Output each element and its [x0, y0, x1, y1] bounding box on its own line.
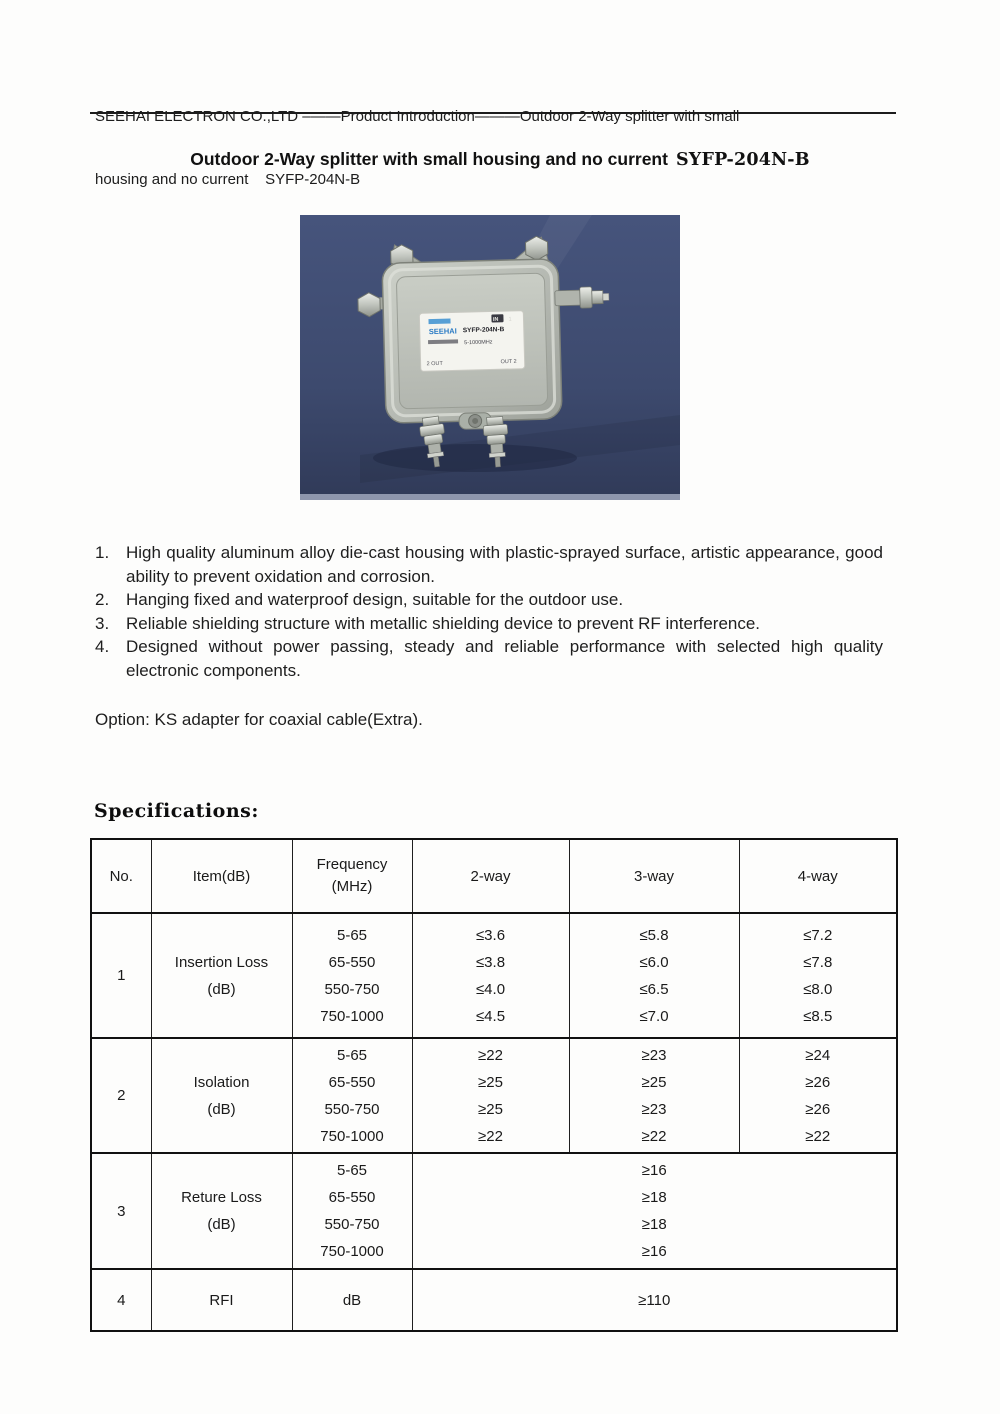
page-title	[90, 149, 910, 170]
frequency-unit: (MHz)	[331, 878, 373, 895]
col-header-frequency	[292, 839, 412, 913]
feature-item-4	[95, 635, 883, 682]
row-no: 4	[91, 1269, 151, 1331]
col-header-no: No.	[91, 839, 151, 913]
freq-bands: 5-65 65-550 550-750 750-1000	[292, 1153, 412, 1269]
frequency-label: Frequency	[316, 856, 388, 873]
row-item: RFI	[151, 1269, 292, 1331]
label-brand: SEEHAI	[428, 326, 457, 337]
item-name: Insertion Loss	[174, 953, 269, 971]
values-merged: ≥110	[412, 1269, 897, 1331]
in-port-number: 1	[508, 316, 512, 324]
feature-number: 2.	[95, 590, 110, 609]
feature-item-3	[95, 612, 883, 636]
feature-number: 1.	[95, 543, 110, 562]
feature-text: High quality aluminum alloy die-cast housing with plastic-sprayed surface, artistic appearance, good ability to prevent oxidation and corrosion.	[126, 543, 883, 586]
feature-item-1	[95, 541, 883, 588]
item-unit: (dB)	[207, 1100, 236, 1118]
row-no: 2	[91, 1038, 151, 1153]
header-line-2: housing and no current SYFP-204N-B	[95, 171, 361, 188]
row-return-loss	[91, 1153, 897, 1269]
col-header-3way: 3-way	[569, 839, 739, 913]
header-line-1: SEEHAI ELECTRON CO.,LTD –——Product Introduction———Outdoor 2-Way splitter with small	[95, 108, 740, 125]
in-port-base	[555, 290, 581, 306]
label-out-left: 2 OUT	[426, 360, 443, 368]
freq-bands: 5-65 65-550 550-750 750-1000	[292, 1038, 412, 1153]
feature-number: 3.	[95, 613, 110, 633]
values-3way: ≥23 ≥25 ≥23 ≥22	[569, 1038, 739, 1153]
in-port-barrel	[592, 291, 603, 304]
feature-item-2	[95, 588, 883, 612]
photo-bottom-edge	[300, 494, 680, 500]
item-name: Reture Loss	[181, 1189, 262, 1206]
item-name: Isolation	[193, 1073, 250, 1091]
brand-cjk-mark	[428, 319, 450, 325]
specs-table	[90, 838, 898, 1332]
title-model: SYFP-204N-B	[675, 150, 810, 170]
feature-number: 4.	[95, 637, 110, 656]
row-no: 3	[91, 1153, 151, 1269]
row-item	[151, 1153, 292, 1269]
product-photo	[300, 215, 680, 500]
row-no: 1	[91, 913, 151, 1038]
col-header-item: Item(dB)	[151, 839, 292, 913]
col-header-2way: 2-way	[412, 839, 569, 913]
col-header-4way: 4-way	[739, 839, 897, 913]
page-header	[95, 64, 890, 232]
item-unit: (dB)	[207, 1216, 236, 1233]
row-item	[151, 1038, 292, 1153]
specs-table-wrapper	[90, 838, 898, 1332]
device-label	[419, 311, 524, 372]
feature-text: Hanging fixed and waterproof design, suitable for the outdoor use.	[126, 590, 624, 609]
feature-list	[95, 541, 883, 682]
values-merged: ≥16 ≥18 ≥18 ≥16	[412, 1153, 897, 1269]
in-badge-text: IN	[492, 316, 499, 323]
row-unit: dB	[292, 1269, 412, 1331]
header-rule	[90, 112, 896, 114]
label-out-right: OUT 2	[500, 358, 517, 366]
feature-text: Reliable shielding structure with metallic shielding device to prevent RF interference.	[126, 613, 761, 633]
specifications-heading: Specifications:	[94, 800, 259, 822]
row-item	[151, 913, 292, 1038]
values-4way: ≥24 ≥26 ≥26 ≥22	[739, 1038, 897, 1153]
label-cjk-line	[428, 339, 458, 344]
row-rfi	[91, 1269, 897, 1331]
row-isolation	[91, 1038, 897, 1153]
values-2way: ≤3.6 ≤3.8 ≤4.0 ≤4.5	[412, 913, 569, 1038]
feature-text: Designed without power passing, steady and reliable performance with selected high quality electronic components.	[126, 637, 883, 680]
values-3way: ≤5.8 ≤6.0 ≤6.5 ≤7.0	[569, 913, 739, 1038]
in-port-nut	[580, 287, 593, 308]
in-port-tip	[603, 293, 609, 300]
values-2way: ≥22 ≥25 ≥25 ≥22	[412, 1038, 569, 1153]
option-note: Option: KS adapter for coaxial cable(Extra).	[95, 710, 423, 729]
freq-bands: 5-65 65-550 550-750 750-1000	[292, 913, 412, 1038]
item-unit: (dB)	[207, 980, 236, 998]
values-4way: ≤7.2 ≤7.8 ≤8.0 ≤8.5	[739, 913, 897, 1038]
title-main: Outdoor 2-Way splitter with small housing and no current	[190, 149, 668, 169]
label-model: SYFP-204N-B	[462, 326, 505, 335]
splitter-photo-illustration	[300, 215, 680, 500]
table-header-row	[91, 839, 897, 913]
label-frequency: 5-1000MHz	[464, 339, 493, 347]
row-insertion-loss	[91, 913, 897, 1038]
device-shadow	[373, 444, 577, 472]
